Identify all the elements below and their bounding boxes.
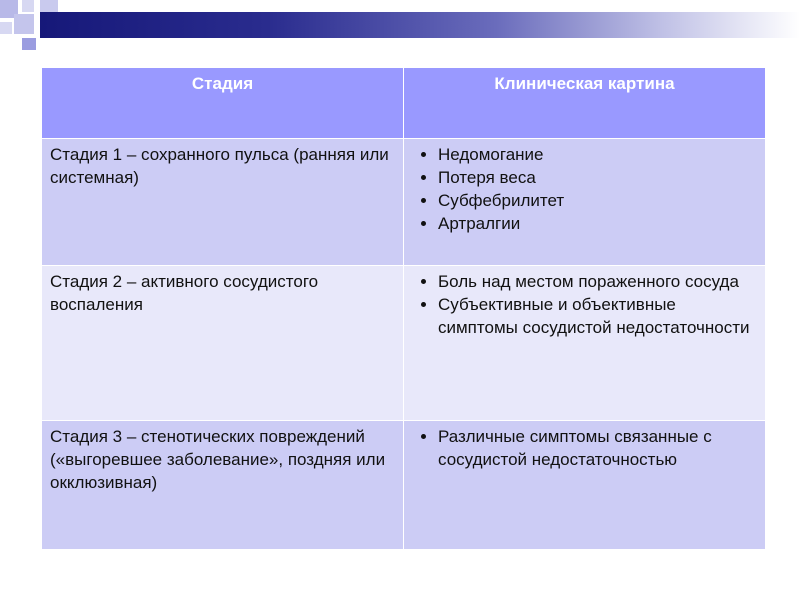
stage-cell: Стадия 1 – сохранного пульса (ранняя или системная) xyxy=(42,139,404,266)
table-row xyxy=(42,266,766,421)
decor-square xyxy=(22,38,36,50)
symptom-item: • Недомогание xyxy=(438,143,757,166)
table-row xyxy=(42,139,766,266)
symptom-item: • Субъективные и объективные симптомы сосудистой недостаточности xyxy=(438,293,757,339)
symptom-item: • Артралгии xyxy=(438,212,757,235)
symptoms-list xyxy=(412,425,757,471)
stages-table xyxy=(41,67,766,550)
header-stage: Стадия xyxy=(42,68,404,139)
decor-square xyxy=(22,0,34,12)
symptom-item: • Различные симптомы связанные с сосудистой недостаточностью xyxy=(438,425,757,471)
decor-square xyxy=(14,14,34,34)
table-header-row xyxy=(42,68,766,139)
symptom-item: • Боль над местом пораженного сосуда xyxy=(438,270,757,293)
stage-cell: Стадия 2 – активного сосудистого воспаления xyxy=(42,266,404,421)
symptoms-cell xyxy=(404,421,766,550)
title-gradient-bar xyxy=(40,12,800,38)
table-row xyxy=(42,421,766,550)
symptoms-list xyxy=(412,143,757,235)
symptoms-cell xyxy=(404,139,766,266)
symptom-item: • Субфебрилитет xyxy=(438,189,757,212)
header-clinical-picture: Клиническая картина xyxy=(404,68,766,139)
stage-cell: Стадия 3 – стенотических повреждений («выгоревшее заболевание», поздняя или окклюзивная) xyxy=(42,421,404,550)
symptom-item: • Потеря веса xyxy=(438,166,757,189)
symptoms-cell xyxy=(404,266,766,421)
decor-square xyxy=(0,22,12,34)
symptoms-list xyxy=(412,270,757,339)
